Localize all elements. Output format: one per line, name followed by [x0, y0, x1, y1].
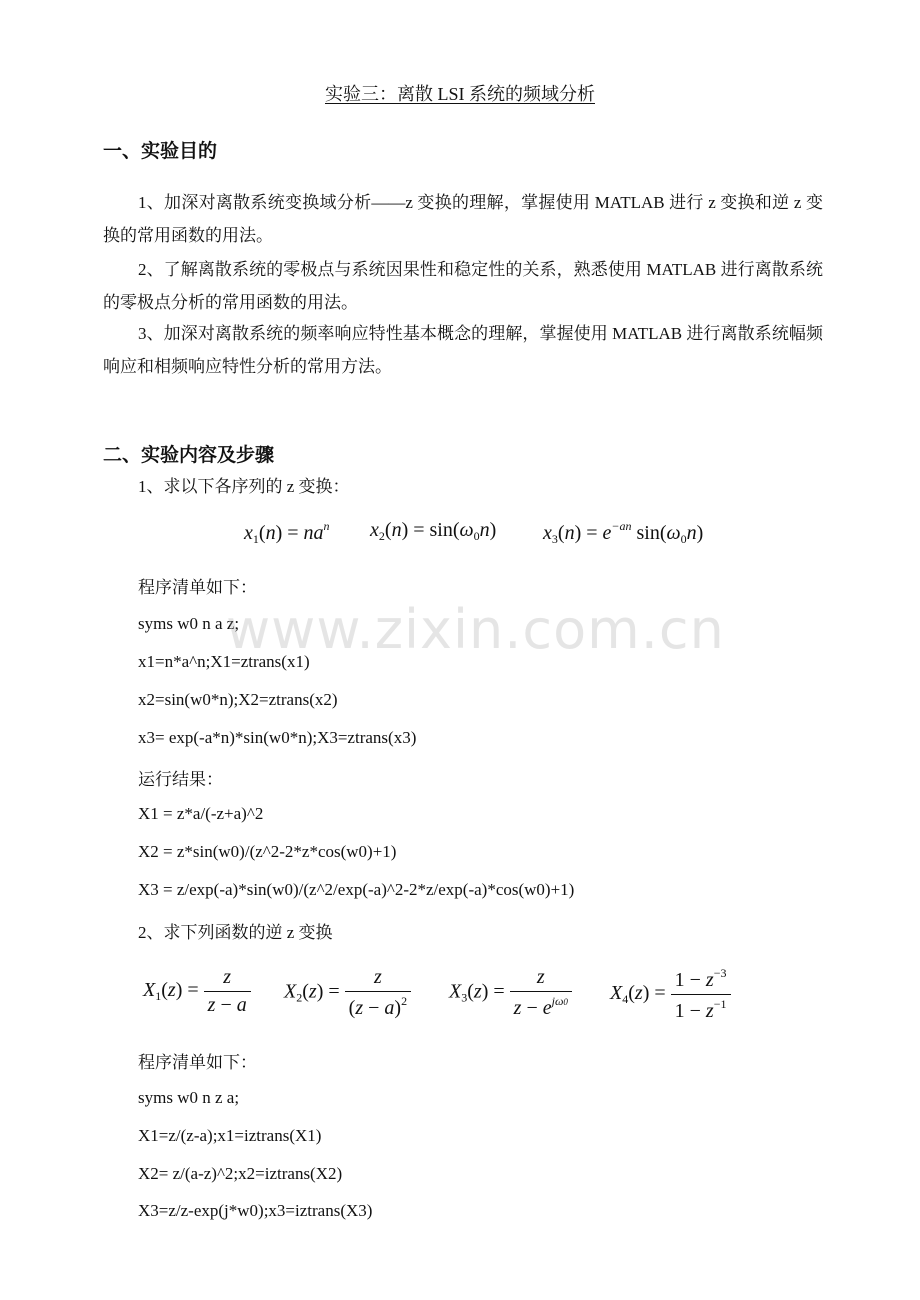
objective-paragraph-3: 3、加深对离散系统的频率响应特性基本概念的理解，掌握使用 MATLAB 进行离散系统幅频响应和相频响应特性分析的常用方法。: [103, 324, 823, 376]
code-line: syms w0 n z a;: [138, 1088, 240, 1107]
equation-X1: $X_1(z)$ = $\frac{z}{z - a}$: [143, 966, 251, 1017]
section-heading-content: 二、实验内容及步骤: [103, 444, 275, 466]
code-line: X2= z/(a-z)^2;x2=iztrans(X2): [138, 1164, 343, 1183]
program-listing-label-2: 程序清单如下：: [138, 1053, 257, 1072]
equation-X2: $X_2(z)$ = $\frac{z}{(z - a)^2}$: [284, 966, 411, 1020]
section-heading-objectives: 一、实验目的: [103, 140, 218, 162]
code-line: X3=z/z-exp(j*w0);x3=iztrans(X3): [138, 1201, 373, 1220]
step-1-text: 1、求以下各序列的 z 变换：: [138, 477, 350, 496]
result-line: X2 = z*sin(w0)/(z^2-2*z*cos(w0)+1): [138, 842, 397, 861]
equation-x1: $x_1(n) = na^n$: [244, 519, 330, 546]
objective-paragraph-1: 1、加深对离散系统变换域分析——z 变换的理解，掌握使用 MATLAB 进行 z 变换和逆 z 变换的常用函数的用法。: [103, 193, 823, 245]
equation-x3: $x_3(n) = e^{-an}$ $\sin(\omega_0n)$: [543, 519, 704, 546]
objective-paragraph-2: 2、了解离散系统的零极点与系统因果性和稳定性的关系，熟悉使用 MATLAB 进行离散系统的零极点分析的常用函数的用法。: [103, 260, 823, 312]
result-line: X3 = z/exp(-a)*sin(w0)/(z^2/exp(-a)^2-2*z/exp(-a)*cos(w0)+1): [138, 880, 575, 899]
code-line: syms w0 n a z;: [138, 614, 240, 633]
code-line: x3= exp(-a*n)*sin(w0*n);X3=ztrans(x3): [138, 728, 417, 747]
result-line: X1 = z*a/(-z+a)^2: [138, 804, 264, 823]
equation-X3: $X_3(z)$ = $\frac{z}{z - e^{j\omega 0}}$: [449, 966, 572, 1020]
equation-x2: $x_2(n) = \sin(\omega_0n)$: [370, 519, 497, 543]
equation-X4: $X_4(z)$ = $\frac{1 - z^{-3}}{1 - z^{-1}}$: [610, 966, 731, 1023]
step-2-text: 2、求下列函数的逆 z 变换: [138, 923, 333, 942]
program-listing-label-1: 程序清单如下：: [138, 578, 257, 597]
code-line: X1=z/(z-a);x1=iztrans(X1): [138, 1126, 322, 1145]
run-result-label: 运行结果：: [138, 770, 223, 789]
watermark: www.zixin.com.cn: [226, 598, 725, 661]
code-line: x2=sin(w0*n);X2=ztrans(x2): [138, 690, 338, 709]
document-title: 实验三：离散 LSI 系统的频域分析: [325, 84, 595, 104]
code-line: x1=n*a^n;X1=ztrans(x1): [138, 652, 310, 671]
